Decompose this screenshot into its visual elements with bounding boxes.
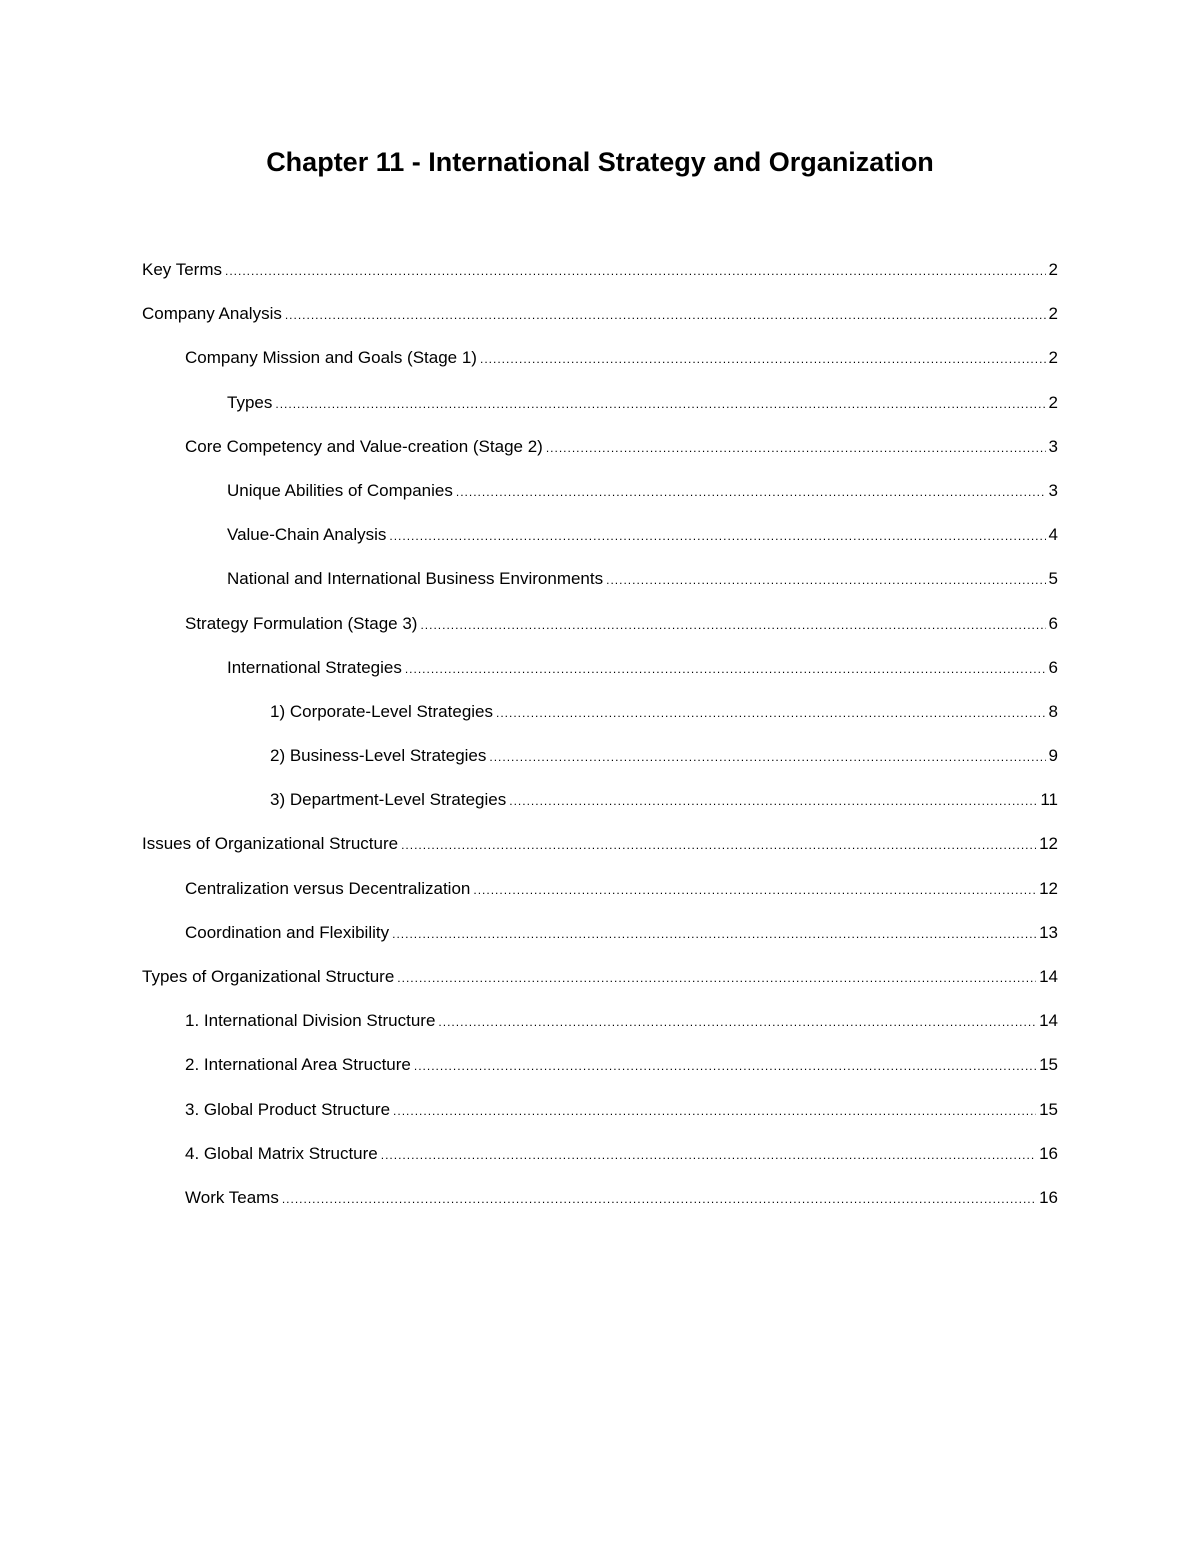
toc-entry[interactable]: [142, 1184, 1058, 1228]
toc-entry-label: 2. International Area Structure: [185, 1055, 411, 1075]
toc-entry-label: 1) Corporate-Level Strategies: [270, 701, 494, 721]
toc-entry[interactable]: [142, 1140, 1058, 1184]
toc-entry-label: Key Terms: [142, 260, 222, 279]
page-title: Chapter 11 - International Strategy and Organization: [266, 147, 934, 177]
toc-page-number: 6: [1048, 657, 1058, 677]
toc-dot-leader: [405, 655, 1046, 683]
toc-entry[interactable]: [142, 654, 1058, 698]
toc-dot-leader: [489, 743, 1045, 771]
toc-entry-label: 3. Global Product Structure: [185, 1099, 391, 1119]
toc-dot-leader: [509, 787, 1037, 815]
toc-entry-label: Company Mission and Goals (Stage 1): [185, 348, 477, 368]
toc-entry[interactable]: [142, 300, 1058, 344]
toc-entry[interactable]: [142, 1007, 1058, 1051]
toc-entry[interactable]: [142, 963, 1058, 1007]
toc-entry[interactable]: [142, 433, 1058, 477]
toc-entry-label: National and International Business Environments: [227, 569, 604, 589]
toc-entry-label: Company Analysis: [142, 304, 282, 324]
toc-dot-leader: [496, 699, 1046, 727]
toc-entry-label: 1. International Division Structure: [185, 1011, 436, 1031]
toc-entry[interactable]: [142, 698, 1058, 742]
toc-page-number: 15: [1039, 1099, 1058, 1119]
toc-page-number: 15: [1039, 1055, 1058, 1075]
toc-page-number: 11: [1040, 790, 1058, 810]
toc-entry-label: 4. Global Matrix Structure: [185, 1143, 378, 1163]
toc-entry-label: International Strategies: [227, 657, 402, 677]
toc-page-number: 6: [1048, 613, 1058, 633]
toc-entry[interactable]: [142, 610, 1058, 654]
toc-entry[interactable]: [142, 1051, 1058, 1095]
toc-page-number: 14: [1039, 967, 1058, 986]
toc-entry[interactable]: [142, 344, 1058, 388]
toc-page-number: 9: [1048, 746, 1058, 766]
toc-page-number: 8: [1048, 701, 1058, 721]
toc-dot-leader: [473, 876, 1036, 904]
toc-dot-leader: [420, 611, 1045, 639]
toc-page-number: 16: [1039, 1143, 1058, 1163]
toc-entry[interactable]: [142, 256, 1058, 300]
toc-entry-label: Strategy Formulation (Stage 3): [185, 613, 418, 633]
toc-dot-leader: [438, 1008, 1036, 1036]
toc-page-number: 3: [1048, 436, 1058, 456]
toc-page-number: 16: [1039, 1187, 1058, 1207]
toc-entry-label: 2) Business-Level Strategies: [270, 746, 487, 766]
toc-entry[interactable]: [142, 742, 1058, 786]
toc-page-number: 5: [1048, 569, 1058, 589]
toc-entry[interactable]: [142, 1096, 1058, 1140]
toc-entry[interactable]: [142, 521, 1058, 565]
toc-dot-leader: [282, 1185, 1036, 1213]
toc-entry[interactable]: [142, 477, 1058, 521]
toc-dot-leader: [546, 434, 1046, 462]
toc-entry-label: Issues of Organizational Structure: [142, 834, 399, 854]
table-of-contents: [142, 256, 1058, 1228]
toc-page-number: 12: [1039, 834, 1058, 854]
toc-page-number: 12: [1039, 878, 1058, 898]
toc-page-number: 2: [1048, 304, 1058, 324]
toc-dot-leader: [456, 478, 1046, 506]
toc-dot-leader: [285, 301, 1046, 329]
toc-page-number: 13: [1039, 922, 1058, 942]
toc-page-number: 3: [1048, 480, 1058, 500]
toc-dot-leader: [401, 831, 1036, 859]
toc-page-number: 2: [1048, 392, 1058, 412]
toc-dot-leader: [389, 522, 1045, 550]
toc-dot-leader: [397, 964, 1036, 992]
toc-entry-label: Work Teams: [185, 1187, 279, 1207]
toc-entry[interactable]: [142, 830, 1058, 874]
toc-page-number: 2: [1048, 260, 1058, 279]
toc-entry-label: Types: [227, 392, 273, 412]
toc-dot-leader: [393, 1097, 1036, 1125]
toc-entry-label: Core Competency and Value-creation (Stage 2): [185, 436, 543, 456]
toc-dot-leader: [480, 345, 1046, 373]
toc-dot-leader: [381, 1141, 1036, 1169]
toc-entry-label: 3) Department-Level Strategies: [270, 790, 507, 810]
toc-dot-leader: [275, 390, 1045, 418]
toc-dot-leader: [414, 1052, 1036, 1080]
toc-dot-leader: [225, 257, 1046, 285]
toc-entry[interactable]: [142, 919, 1058, 963]
toc-entry[interactable]: [142, 389, 1058, 433]
toc-entry-label: Value-Chain Analysis: [227, 525, 387, 545]
toc-page-number: 14: [1039, 1011, 1058, 1031]
toc-entry-label: Coordination and Flexibility: [185, 922, 390, 942]
toc-entry-label: Types of Organizational Structure: [142, 967, 395, 986]
toc-page-number: 4: [1048, 525, 1058, 545]
toc-dot-leader: [392, 920, 1036, 948]
toc-page-number: 2: [1048, 348, 1058, 368]
toc-entry-label: Centralization versus Decentralization: [185, 878, 471, 898]
toc-dot-leader: [606, 566, 1045, 594]
toc-entry-label: Unique Abilities of Companies: [227, 480, 453, 500]
toc-entry[interactable]: [142, 565, 1058, 609]
toc-entry[interactable]: [142, 786, 1058, 830]
toc-entry[interactable]: [142, 875, 1058, 919]
